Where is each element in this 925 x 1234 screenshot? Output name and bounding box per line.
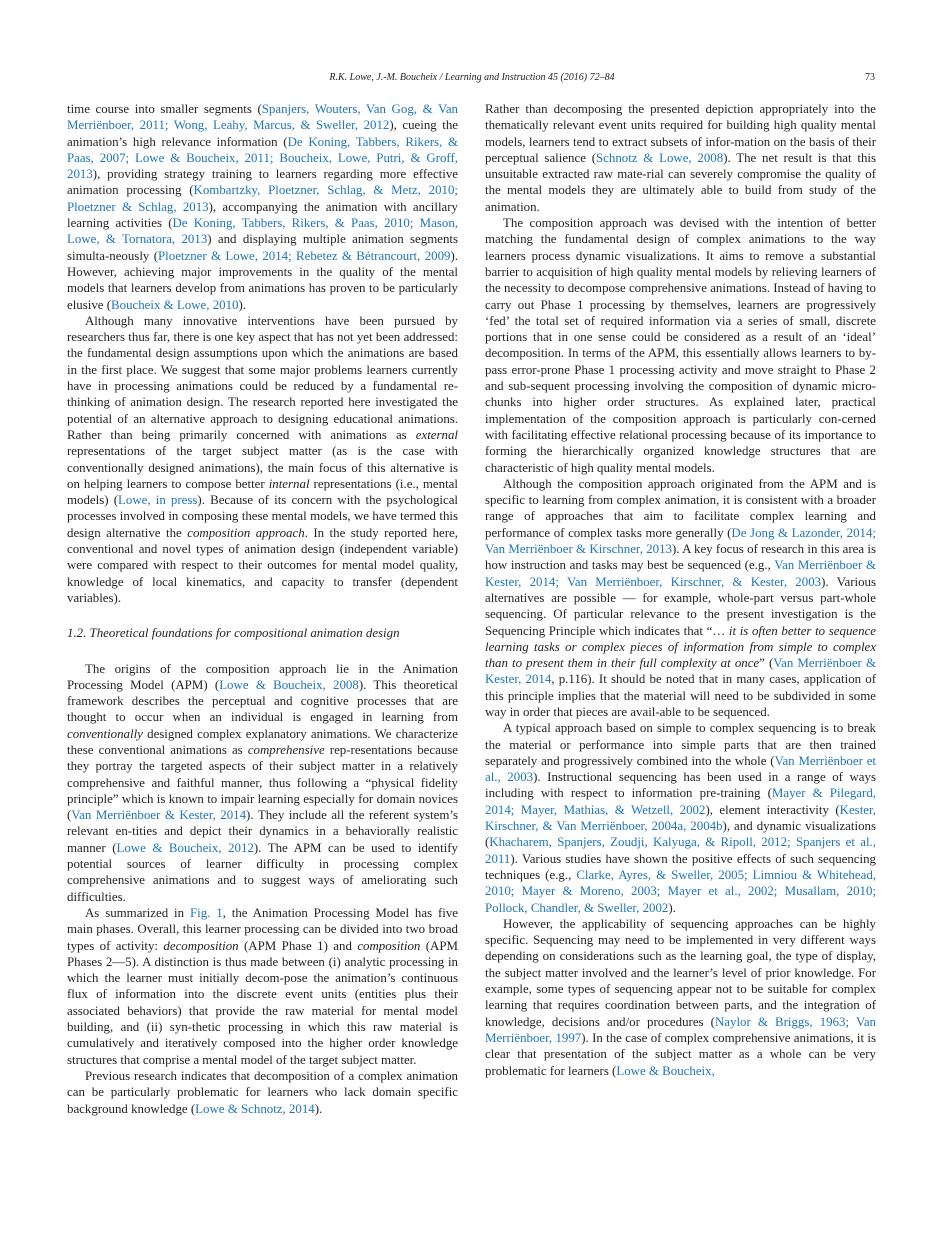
body-text: representations of the target subject matter (as is the case with conventionally designed animations), the main focus of this alternative is on helping learners to compose better (67, 444, 458, 491)
body-text: ). Various alternatives are possible — for example, whole-part versus part-whole sequencing. Of particular relevance to the present investigation is the Sequencing Principle which indicates that “… (485, 574, 876, 638)
body-text: The origins of the composition approach lie in the Animation Processing Model (APM) ( (67, 661, 458, 692)
paragraph (67, 661, 458, 905)
emphasis-text: composition approach (187, 525, 305, 540)
body-text: Although the composition approach originated from the APM and is specific to learning from complex animation, it is consistent with a broader range of approaches that aim to facilitate complex learning and performance of complex tasks more generally ( (485, 476, 876, 540)
body-text: ). (314, 1101, 323, 1116)
emphasis-text: composition (357, 938, 421, 953)
emphasis-text: external (415, 427, 458, 442)
citation-link[interactable]: De Jong & Lazonder, 2014; Van Merriënboer & Kirschner, 2013 (485, 525, 876, 557)
citation-link[interactable]: Schnotz & Lowe, 2008 (596, 150, 724, 165)
citation-link[interactable]: Ploetzner & Lowe, 2014; Rebetez & Bétrancourt, 2009 (158, 248, 451, 263)
body-text: The composition approach was devised with the intention of better matching the fundamental design of complex animations to the way learners process dynamic visualizations. It aims to remove a substantial barrier to acquisition of high quality mental models by relieving learners of the necessity to decompose comprehensive animations. Instead of having to carry out Phase 1 processing by themselves, learners are progressively ‘fed’ the total set of required information via a series of small, discrete portions that in one sense could be considered as a result of an ‘ideal’ decomposition. In terms of the APM, this essentially allows learners to by-pass error-prone Phase 1 processing activity and move straight to Phase 2 and sub-sequent processing involving the composition of dynamic micro-chunks into higher order structures. As explained later, practical implementation of the composition approach is particularly con-cerned with facilitating effective relational processing because of its importance to forming the hierarchically organized knowledge structures that are characteristic of high quality mental models. (485, 216, 876, 475)
right-column (485, 101, 876, 1079)
emphasis-text: decomposition (163, 938, 239, 953)
body-text: rep-resentations because they portray the targeted aspects of their subject matter in a relatively comprehensive and faithful manner, thus following a “physical fidelity principle” which is known to impair learning especially for domain novices ( (67, 742, 459, 823)
citation-link[interactable]: De Koning, Tabbers, Rikers, & Paas, 2007; Lowe & Boucheix, 2011; Boucheix, Lowe, Putri, & Groff, 2013 (67, 134, 458, 182)
body-text: ). They include all the referent system’s relevant en-tities and depict their dynamics in a behaviorally realistic manner ( (67, 808, 459, 855)
body-text: ) and displaying multiple animation segments simulta-neously ( (67, 232, 458, 263)
body-text: , the Animation Processing Model has five main phases. Overall, this learner processing can be divided into two broad types of activity: (67, 905, 458, 953)
body-text: Rather than decomposing the presented depiction appropriately into the thematically relevant event units required for building high quality mental models, learners tend to extract subsets of infor-mation on the basis of their perceptual salience ( (485, 102, 876, 165)
paragraph (67, 313, 458, 606)
paragraph (67, 101, 458, 313)
body-text: ). (238, 297, 246, 312)
citation-link[interactable]: Spanjers, Wouters, Van Gog, & Van Merriënboer, 2011; Wong, Leahy, Marcus, & Sweller, 2012 (67, 102, 458, 133)
body-text: ). This theoretical framework describes the perceptual and cognitive processes that are thought to occur when an individual is engaged in learning from (67, 677, 458, 725)
paragraph (485, 101, 876, 215)
citation-link[interactable]: Van Merriënboer & Kester, 2014 (71, 808, 247, 823)
body-text: ), cueing the animation’s high relevance information ( (67, 118, 458, 149)
citation-link[interactable]: Kombartzky, Ploetzner, Schlag, & Metz, 2010; Ploetzner & Schlag, 2013 (67, 183, 459, 214)
paragraph (67, 905, 458, 1068)
paragraph (67, 1068, 458, 1117)
running-title: R.K. Lowe, J.-M. Boucheix / Learning and Instruction 45 (2016) 72–84 (329, 72, 615, 83)
body-text: ). In the case of complex comprehensive animations, it is clear that presentation of the subject matter as a whole can be very problematic for learners ( (485, 1030, 876, 1078)
citation-link[interactable]: Fig. 1 (189, 905, 223, 920)
running-header (67, 72, 877, 88)
body-text: . In the study reported here, conventional and novel types of animation design (independent variable) were compared with respect to their outcomes for mental model quality, knowledge of local kinematics, and capacity to transfer (dependent variables). (67, 525, 458, 605)
citation-link[interactable]: Clarke, Ayres, & Sweller, 2005; Limniou & Whitehead, 2010; Mayer & Moreno, 2003; Mayer et al., 2002; Musallam, 2010; Pollock, Chandler, & Sweller, 2002 (485, 867, 876, 915)
body-text: However, the applicability of sequencing approaches can be highly specific. Sequencing may need to be implemented in very different ways depending on considerations such as the learning goal, the type of display, the subject matter involved and the learner’s level of prior knowledge. For example, some types of sequencing appear not to be suitable for complex learning that requires coordination between parts, and the integration of knowledge, decisions and/or procedures ( (485, 916, 876, 1029)
citation-link[interactable]: Van Merriënboer & Kester, 2014; Van Merriënboer, Kirschner, & Kester, 2003 (485, 558, 876, 589)
body-text: ). (668, 900, 676, 915)
body-text: ), accompanying the animation with ancillary learning activities ( (67, 199, 458, 231)
body-text: ). Instructional sequencing has been used in a range of ways including with respect to information pre-training ( (485, 770, 876, 801)
citation-link[interactable]: Lowe & Boucheix, 2012 (116, 840, 254, 855)
body-text: ” ( (759, 656, 774, 671)
citation-link[interactable]: Naylor & Briggs, 1963; Van Merriënboer, 1997 (485, 1014, 876, 1045)
body-text: representations (i.e., mental models) ( (67, 476, 458, 508)
body-text: ). Various studies have shown the positive effects of such sequencing techniques (e.g., (485, 851, 876, 882)
citation-link[interactable]: Khacharem, Spanjers, Zoudji, Kalyuga, & Ripoll, 2012; Spanjers et al., 2011 (485, 835, 876, 866)
page-number: 73 (865, 72, 875, 83)
body-text: (APM Phases 2—5). A distinction is thus made between (i) analytic processing in which the learner must initially decom-pose the animation’s continuous flux of information into the discrete event units (entities plus their associated behaviors) that provide the raw material for mental model building, and (ii) syn-thetic processing in which this raw material is cumulatively and iteratively composed into the higher order knowledge structures that comprise a mental model of the target subject matter. (67, 938, 458, 1067)
citation-link[interactable]: Mayer & Pilegard, 2014; Mayer, Mathias, & Wetzell, 2002 (485, 786, 876, 817)
citation-link[interactable]: Lowe, in press (118, 493, 198, 508)
citation-link[interactable]: Van Merriënboer & Kester, 2014 (485, 656, 876, 687)
citation-link[interactable]: Lowe & Schnotz, 2014 (195, 1101, 315, 1116)
body-text: As summarized in (85, 905, 190, 920)
paragraph (485, 916, 876, 1079)
body-text: ). The net result is that this unsuitable extracted raw mate-rial can severely compromise the quality of the mental models they are ultimately able to build from study of the animation. (485, 150, 876, 214)
left-column (67, 101, 458, 1117)
body-text: ). The APM can be used to identify potential sources of learner difficulty in processing complex comprehensive animations and to suggest ways of ameliorating such difficulties. (67, 840, 459, 904)
body-text: ), element interactivity ( (705, 802, 840, 817)
citation-link[interactable]: De Koning, Tabbers, Rikers, & Paas, 2010; Mason, Lowe, & Tornatora, 2013 (67, 216, 458, 247)
paragraph (485, 215, 876, 476)
citation-link[interactable]: Van Merriënboer et al., 2003 (485, 753, 876, 785)
body-text: , p.116). It should be noted that in many cases, application of this principle implies that the material will need to be subdivided in some way in order that pieces are avail-able to be sequenced. (485, 672, 876, 719)
body-text: ). A key focus of research in this area is how instruction and tasks may best be sequenced (e.g., (485, 542, 876, 573)
body-text: ), and dynamic visualizations ( (485, 819, 876, 850)
body-text: Previous research indicates that decomposition of a complex animation can be particularly problematic for learners who lack domain specific background knowledge ( (67, 1068, 458, 1116)
body-text: designed complex explanatory animations. We characterize these conventional animations as (67, 726, 458, 757)
body-text: ). Because of its concern with the psychological processes involved in composing these mental models, we have termed this design alternative the (67, 493, 458, 540)
paragraph (485, 720, 876, 916)
body-text: ). However, achieving major improvements in the quality of the mental models that learners develop from animations has proven to be particularly elusive ( (67, 248, 458, 312)
emphasis-text: conventionally (67, 726, 143, 741)
emphasis-text: internal (268, 476, 310, 491)
section-heading: 1.2. Theoretical foundations for compositional animation design (67, 626, 400, 641)
citation-link[interactable]: Kester, Kirschner, & Van Merriënboer, 2004a, 2004b (485, 802, 876, 834)
citation-link[interactable]: Lowe & Boucheix, (616, 1063, 715, 1078)
citation-link[interactable]: Lowe & Boucheix, 2008 (219, 677, 359, 692)
body-text: time course into smaller segments ( (67, 102, 262, 116)
emphasis-text: it is often better to sequence learning tasks or complex pieces of information from simple to complex than to present them in their full complexity at once (485, 623, 877, 671)
paragraph (485, 476, 876, 720)
body-text: Although many innovative interventions have been pursued by researchers thus far, there is one key aspect that has not yet been addressed: the fundamental design assumptions upon which the animations are based in the first place. We suggest that some major problems learners currently have in processing animations could be reduced by a fundamental re-thinking of animation design. The research reported here investigated the potential of an alternative approach to designing educational animations. Rather than being primarily concerned with animations as (67, 313, 458, 442)
body-text: (APM Phase 1) and (238, 938, 358, 953)
emphasis-text: comprehensive (247, 742, 325, 757)
body-text: ), providing strategy training to learners regarding more effective animation processing ( (67, 167, 458, 198)
body-text: A typical approach based on simple to complex sequencing is to break the material or performance into simple parts that are then trained separately and progressively combined into the whole ( (485, 721, 876, 768)
citation-link[interactable]: Boucheix & Lowe, 2010 (111, 297, 239, 312)
